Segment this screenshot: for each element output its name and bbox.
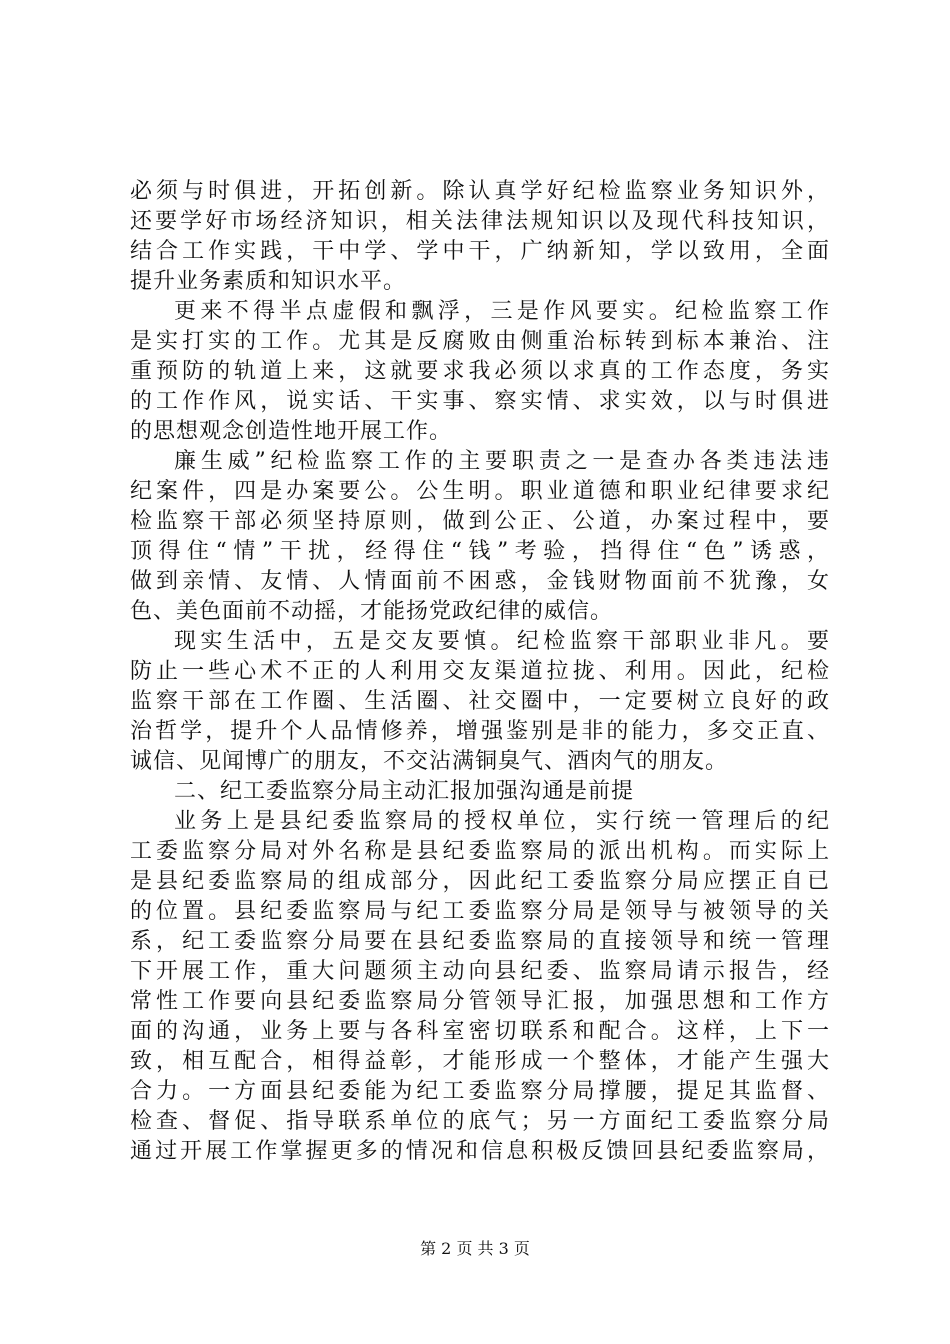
text-line: 的工作作风，说实话、干实事、察实情、求实效，以与时俱进	[130, 389, 830, 414]
text-line: 下开展工作，重大问题须主动向县纪委、监察局请示报告，经	[130, 959, 830, 984]
section-heading: 二、纪工委监察分局主动汇报加强沟通是前提	[174, 779, 635, 804]
paragraph-first-line: 廉生威”纪检监察工作的主要职责之一是查办各类违法违	[174, 449, 830, 474]
text-line: 重预防的轨道上来，这就要求我必须以求真的工作态度，务实	[130, 359, 830, 384]
text-line: 致，相互配合，相得益彰，才能形成一个整体，才能产生强大	[130, 1049, 830, 1074]
text-line: 通过开展工作掌握更多的情况和信息积极反馈回县纪委监察局，	[130, 1139, 830, 1164]
text-line: 治哲学，提升个人品情修养，增强鉴别是非的能力，多交正直、	[130, 719, 830, 744]
paragraph-first-line: 业务上是县纪委监察局的授权单位，实行统一管理后的纪	[174, 809, 830, 834]
text-line: 还要学好市场经济知识，相关法律法规知识以及现代科技知识，	[130, 209, 830, 234]
text-line: 监察干部在工作圈、生活圈、社交圈中，一定要树立良好的政	[130, 689, 830, 714]
text-line: 结合工作实践，干中学、学中干，广纳新知，学以致用，全面	[130, 239, 830, 264]
document-body	[130, 177, 830, 1167]
text-line: 防止一些心术不正的人利用交友渠道拉拢、利用。因此，纪检	[130, 659, 830, 684]
text-line: 的位置。县纪委监察局与纪工委监察分局是领导与被领导的关	[130, 899, 830, 924]
text-line: 色、美色面前不动摇，才能扬党政纪律的威信。	[130, 599, 614, 624]
text-line: 检监察干部必须坚持原则，做到公正、公道，办案过程中，要	[130, 509, 830, 534]
text-line: 面的沟通，业务上要与各科室密切联系和配合。这样，上下一	[130, 1019, 830, 1044]
text-line: 合力。一方面县纪委能为纪工委监察分局撑腰，提足其监督、	[130, 1079, 830, 1104]
text-line: 提升业务素质和知识水平。	[130, 269, 407, 294]
text-line: 诚信、见闻博广的朋友，不交沾满铜臭气、酒肉气的朋友。	[130, 749, 729, 774]
text-line: 常性工作要向县纪委监察局分管领导汇报，加强思想和工作方	[130, 989, 830, 1014]
text-line: 系，纪工委监察分局要在县纪委监察局的直接领导和统一管理	[130, 929, 830, 954]
text-line: 做到亲情、友情、人情面前不困惑，金钱财物面前不犹豫，女	[130, 569, 830, 594]
text-line: 是县纪委监察局的组成部分，因此纪工委监察分局应摆正自已	[130, 869, 830, 894]
paragraph-first-line: 更来不得半点虚假和飘浮，三是作风要实。纪检监察工作	[174, 299, 830, 324]
text-line: 必须与时俱进，开拓创新。除认真学好纪检监察业务知识外，	[130, 179, 830, 204]
text-line: 是实打实的工作。尤其是反腐败由侧重治标转到标本兼治、注	[130, 329, 830, 354]
text-line: 的思想观念创造性地开展工作。	[130, 419, 453, 444]
text-line: 检查、督促、指导联系单位的底气；另一方面纪工委监察分局	[130, 1109, 830, 1134]
text-line: 工委监察分局对外名称是县纪委监察局的派出机构。而实际上	[130, 839, 830, 864]
text-line: 顶得住“情”干扰，经得住“钱”考验，挡得住“色”诱惑，	[130, 539, 830, 564]
paragraph-first-line: 现实生活中，五是交友要慎。纪检监察干部职业非凡。要	[174, 629, 830, 654]
page-number: 第 2 页 共 3 页	[420, 1239, 530, 1258]
text-line: 纪案件，四是办案要公。公生明。职业道德和职业纪律要求纪	[130, 479, 830, 504]
